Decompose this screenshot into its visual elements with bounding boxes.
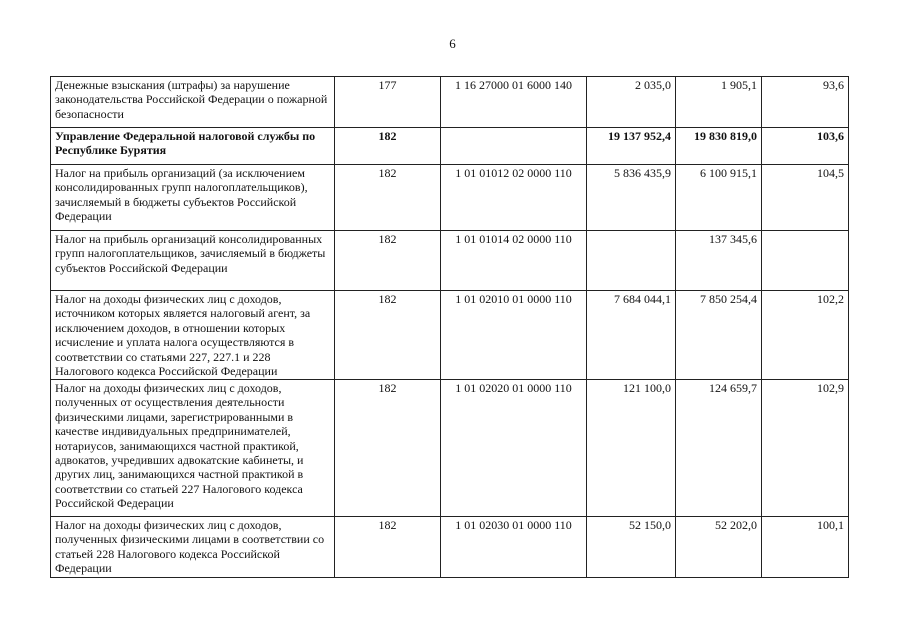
execution-percent-cell: 100,1 xyxy=(762,517,849,578)
plan-value-cell xyxy=(587,231,676,291)
revenue-name-cell: Налог на доходы физических лиц с доходов, источником которых является налоговый агент, за исключением доходов, в отношении которых исчисление и уплата налога осуществляются в соответствии со статьями 227, 227.1 и 228 Налогового кодекса Российской Федерации xyxy=(51,291,335,380)
actual-value-cell: 19 830 819,0 xyxy=(676,128,762,165)
execution-percent-cell: 102,2 xyxy=(762,291,849,380)
table-row xyxy=(51,77,849,128)
revenue-name-cell: Денежные взыскания (штрафы) за нарушение законодательства Российской Федерации о пожарной безопасности xyxy=(51,77,335,128)
execution-percent-cell xyxy=(762,231,849,291)
administrator-code-cell: 182 xyxy=(335,291,441,380)
administrator-code-cell: 177 xyxy=(335,77,441,128)
budget-classification-code-cell xyxy=(441,128,587,165)
table-row-department xyxy=(51,128,849,165)
actual-value-cell: 137 345,6 xyxy=(676,231,762,291)
plan-value-cell: 121 100,0 xyxy=(587,380,676,517)
revenue-name-cell: Налог на доходы физических лиц с доходов, полученных от осуществления деятельности физическими лицами, зарегистрированными в качестве индивидуальных предпринимателей, нотариусов, занимающихся частной практикой, адвокатов, учредивших адвокатские кабинеты, и других лиц, занимающихся частной практикой в соответствии со статьей 227 Налогового кодекса Российской Федерации xyxy=(51,380,335,517)
plan-value-cell: 52 150,0 xyxy=(587,517,676,578)
revenue-name-cell: Налог на доходы физических лиц с доходов, полученных физическими лицами в соответствии со статьей 228 Налогового кодекса Российской Федерации xyxy=(51,517,335,578)
administrator-code-cell: 182 xyxy=(335,165,441,231)
execution-percent-cell: 102,9 xyxy=(762,380,849,517)
actual-value-cell: 124 659,7 xyxy=(676,380,762,517)
revenue-name-cell: Налог на прибыль организаций (за исключением консолидированных групп налогоплательщиков), зачисляемый в бюджеты субъектов Российской Федерации xyxy=(51,165,335,231)
table-row xyxy=(51,165,849,231)
budget-classification-code-cell: 1 01 02030 01 0000 110 xyxy=(441,517,587,578)
plan-value-cell: 7 684 044,1 xyxy=(587,291,676,380)
table-row xyxy=(51,231,849,291)
plan-value-cell: 2 035,0 xyxy=(587,77,676,128)
table-row xyxy=(51,291,849,380)
budget-classification-code-cell: 1 01 01014 02 0000 110 xyxy=(441,231,587,291)
execution-percent-cell: 103,6 xyxy=(762,128,849,165)
budget-classification-code-cell: 1 16 27000 01 6000 140 xyxy=(441,77,587,128)
actual-value-cell: 7 850 254,4 xyxy=(676,291,762,380)
revenue-name-cell: Налог на прибыль организаций консолидированных групп налогоплательщиков, зачисляемый в бюджеты субъектов Российской Федерации xyxy=(51,231,335,291)
actual-value-cell: 6 100 915,1 xyxy=(676,165,762,231)
revenue-name-cell: Управление Федеральной налоговой службы по Республике Бурятия xyxy=(51,128,335,165)
administrator-code-cell: 182 xyxy=(335,380,441,517)
page-number: 6 xyxy=(449,36,456,51)
table-row xyxy=(51,517,849,578)
budget-classification-code-cell: 1 01 02020 01 0000 110 xyxy=(441,380,587,517)
table-row xyxy=(51,380,849,517)
budget-classification-code-cell: 1 01 02010 01 0000 110 xyxy=(441,291,587,380)
execution-percent-cell: 104,5 xyxy=(762,165,849,231)
administrator-code-cell: 182 xyxy=(335,517,441,578)
budget-classification-code-cell: 1 01 01012 02 0000 110 xyxy=(441,165,587,231)
plan-value-cell: 19 137 952,4 xyxy=(587,128,676,165)
administrator-code-cell: 182 xyxy=(335,128,441,165)
budget-revenue-table xyxy=(50,76,849,578)
actual-value-cell: 1 905,1 xyxy=(676,77,762,128)
administrator-code-cell: 182 xyxy=(335,231,441,291)
actual-value-cell: 52 202,0 xyxy=(676,517,762,578)
execution-percent-cell: 93,6 xyxy=(762,77,849,128)
plan-value-cell: 5 836 435,9 xyxy=(587,165,676,231)
